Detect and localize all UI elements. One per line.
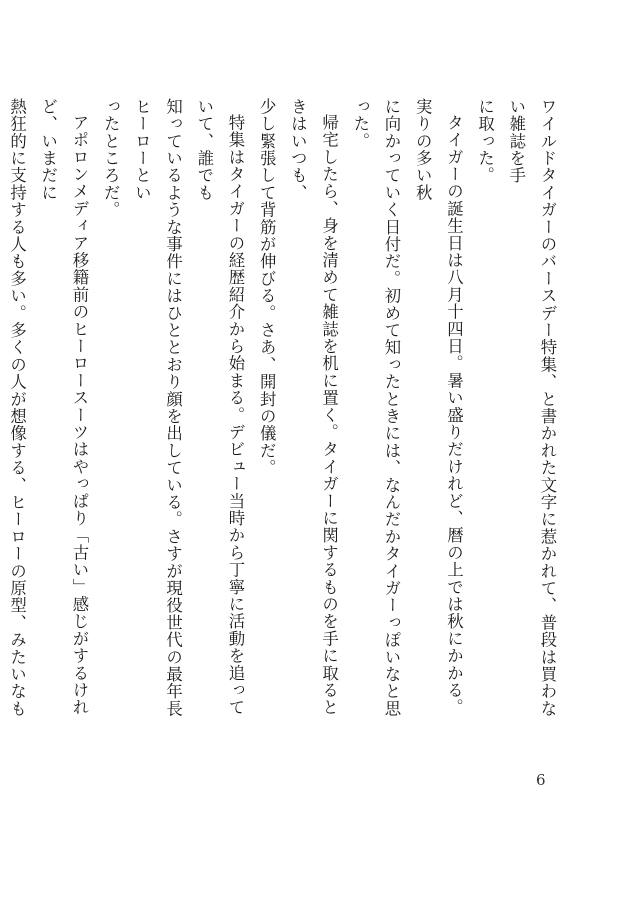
paragraph-5: アポロンメディア移籍前のヒーロースーツはやっぱり「古い」感じがするけれど、いまだに 熱狂的に支持する人も多い。多くの人が想像する、ヒーローの原型、みたいなも <box>7 98 89 718</box>
paragraph-3: 帰宅したら、身を清めて雑誌を机に置く。タイガーに関するものを手に取るときはいつも、 少し緊張して背筋が伸びる。さあ、開封の儀だ。 <box>257 98 339 717</box>
paragraph-2: タイガーの誕生日は八月十四日。暑い盛りだけれど、暦の上では秋にかかる。実りの多い秋 に向かっていく日付だ。初めて知ったときには、なんだかタイガーっぽいなと思った。 <box>350 98 464 718</box>
paragraph-4: 特集はタイガーの経歴紹介から始まる。デビュー当時から丁寧に活動を追っていて、誰でも 知っているような事件にはひととおり顔を出している。さすが現役世代の最年長ヒーローとい ったところだ。 <box>101 98 245 718</box>
page-number: 6 <box>536 771 546 789</box>
vertical-body-text <box>0 98 563 728</box>
paragraph-1: ワイルドタイガーのバースデー特集、と書かれた文字に惹かれて、普段は買わない雑誌を手 に取った。 <box>475 98 557 718</box>
